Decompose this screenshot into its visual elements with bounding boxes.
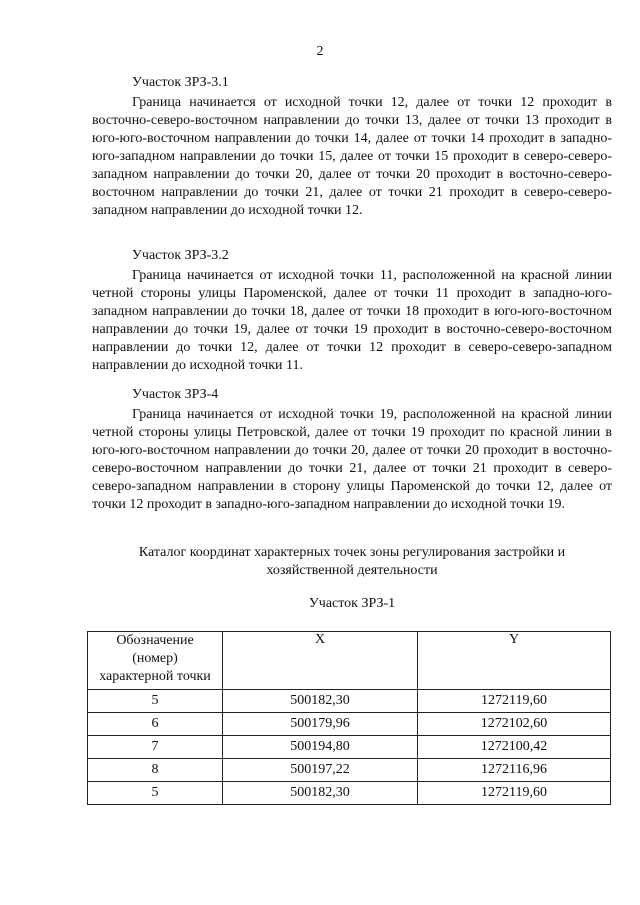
coordinates-table xyxy=(87,631,611,805)
section-zrz-3-2 xyxy=(92,245,612,375)
section-title: Участок ЗРЗ-3.1 xyxy=(132,75,229,90)
table-row xyxy=(88,736,611,759)
catalog-title-line: хозяйственной деятельности xyxy=(266,563,438,578)
header-line: характерной точки xyxy=(99,669,211,684)
table-row xyxy=(88,713,611,736)
header-x: X xyxy=(223,632,418,690)
section-body: Граница начинается от исходной точки 12, далее от точки 12 проходит в восточно-северо-восточном направлении до точки 13, далее от точки 13 проходит в юго-юго-восточном направлении до точки 14, далее от точки 14 проходит в западно-юго-западном направлении до точки 15, далее от точки 15 проходит в северо-северо-западном направлении до точки 20, далее от точки 20 проходит в восточно-северо-восточном направлении до точки 21, далее от точки 21 проходит в северо-северо-западном направлении до исходной точки 12. xyxy=(92,95,612,218)
cell-y: 1272116,96 xyxy=(418,759,611,782)
header-y: Y xyxy=(418,632,611,690)
section-body: Граница начинается от исходной точки 19, расположенной на красной линии четной стороны улицы Петровской, далее от точки 19 проходит по красной линии в юго-юго-восточном направлении до точки 20, далее от точки 20 проходит в восточно-северо-восточном направлении до точки 21, далее от точки 21 проходит в северо-северо-западном направлении в сторону улицы Пароменской до точки 12, далее от точки 12 проходит в западно-юго-западном направлении до исходной точки 19. xyxy=(92,407,612,512)
catalog-title-line: Каталог координат характерных точек зоны регулирования застройки и xyxy=(138,545,566,560)
cell-x: 500194,80 xyxy=(223,736,418,759)
cell-x: 500182,30 xyxy=(223,690,418,713)
section-zrz-3-1 xyxy=(92,72,612,220)
table-row xyxy=(88,759,611,782)
table-caption: Участок ЗРЗ-1 xyxy=(308,596,396,611)
table-row xyxy=(88,782,611,805)
cell-y: 1272119,60 xyxy=(418,782,611,805)
header-line: (номер) xyxy=(132,651,178,666)
cell-y: 1272119,60 xyxy=(418,690,611,713)
cell-point: 8 xyxy=(88,759,223,782)
cell-point: 7 xyxy=(88,736,223,759)
section-body: Граница начинается от исходной точки 11, расположенной на красной линии четной стороны улицы Пароменской, далее от точки 11 проходит в западно-юго-западном направлении до точки 18, далее от точки 18 проходит в юго-юго-восточном направлении до точки 19, далее от точки 19 проходит в восточно-северо-восточном направлении до точки 12, далее от точки 12 проходит в северо-северо-западном направлении до исходной точки 11. xyxy=(92,268,612,373)
section-title: Участок ЗРЗ-3.2 xyxy=(132,248,229,263)
cell-x: 500197,22 xyxy=(223,759,418,782)
table-header-row xyxy=(88,632,611,690)
cell-y: 1272102,60 xyxy=(418,713,611,736)
cell-x: 500182,30 xyxy=(223,782,418,805)
header-line: Обозначение xyxy=(116,633,194,648)
section-zrz-4 xyxy=(92,384,612,514)
page-number: 2 xyxy=(316,44,324,59)
catalog-title xyxy=(92,544,612,580)
cell-x: 500179,96 xyxy=(223,713,418,736)
cell-point: 6 xyxy=(88,713,223,736)
cell-point: 5 xyxy=(88,782,223,805)
cell-y: 1272100,42 xyxy=(418,736,611,759)
table-row xyxy=(88,690,611,713)
section-title: Участок ЗРЗ-4 xyxy=(132,387,219,402)
header-designation xyxy=(88,632,223,690)
cell-point: 5 xyxy=(88,690,223,713)
